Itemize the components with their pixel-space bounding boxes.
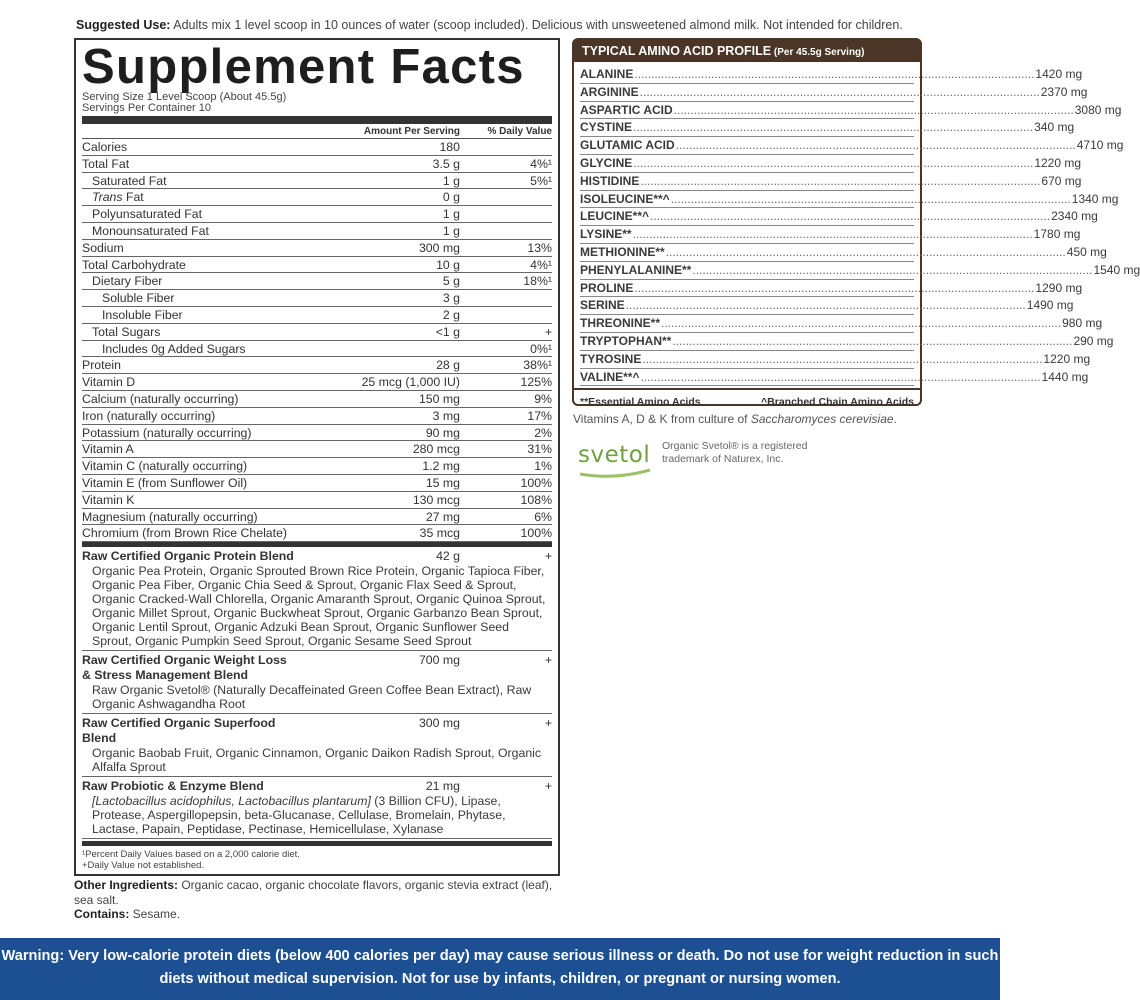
amino-acid-row xyxy=(580,155,1082,173)
amino-acid-row xyxy=(580,333,1114,351)
amino-acid-panel xyxy=(572,38,1140,409)
blend-daily-value: + xyxy=(544,779,552,794)
blend-ingredients-text: (3 Billion CFU), Lipase, Protease, Aspergillopepsin, beta-Glucanase, Cellulase, Bromelain, Phytase, Lactase, Papain, Peptidase, Pectinase, Hemicellulase, Xylanase xyxy=(92,794,506,837)
daily-value-header: % Daily Value xyxy=(487,126,552,137)
suggested-use-text xyxy=(76,18,976,32)
amino-acid-name: CYSTINE xyxy=(580,120,633,135)
blend-table xyxy=(82,547,552,839)
nutrient-daily-value: 125% xyxy=(520,375,552,390)
amino-acid-value: 1220 mg xyxy=(1034,155,1082,170)
amino-acid-name: TRYPTOPHAN** xyxy=(580,333,672,348)
blend-header-row xyxy=(82,547,552,564)
amino-acid-value: 3080 mg xyxy=(1074,102,1122,117)
amino-acid-name: LYSINE** xyxy=(580,227,632,242)
nutrient-name-text: Saturated Fat xyxy=(92,173,167,188)
amount-per-serving-header: Amount Per Serving xyxy=(363,126,460,137)
amino-acid-name: TYROSINE xyxy=(580,351,642,366)
amino-acid-value: 1290 mg xyxy=(1035,280,1083,295)
nutrient-row xyxy=(82,206,552,223)
amino-acid-row xyxy=(580,137,1124,155)
nutrient-daily-value: 0%¹ xyxy=(530,341,552,356)
nutrient-name-text: Vitamin C (naturally occurring) xyxy=(82,459,248,474)
other-ingredients-line xyxy=(74,878,554,907)
nutrient-amount: 3 g xyxy=(442,291,460,306)
amino-acid-value: 1440 mg xyxy=(1041,369,1089,384)
warning-banner xyxy=(0,938,1000,1000)
nutrient-row xyxy=(82,425,552,442)
nutrient-amount: 300 mg xyxy=(418,240,460,255)
blend-ingredients-text: Organic Pea Protein, Organic Sprouted Brown Rice Protein, Organic Tapioca Fiber, Organic Pea Fiber, Organic Chia Seed & Sprout, Organic Flax Seed & Sprout, Organic Cracked-Wall Chlorella, Organic Amaranth Sprout, Organic Quinoa Sprout, Organic Millet Sprout, Organic Buckwheat Sprout, Organic Garbanzo Bean Sprout, Organic Lentil Sprout, Organic Adzuki Bean Sprout, Organic Sunflower Seed Sprout, Organic Pumpkin Seed Sprout, Organic Sesame Seed Sprout xyxy=(92,564,546,649)
nutrient-row xyxy=(82,156,552,173)
svetol-logo: svetol xyxy=(578,442,651,468)
facts-column-header xyxy=(82,124,552,139)
nutrient-name xyxy=(82,307,335,323)
amino-acid-row xyxy=(580,351,1091,369)
blend-header-row xyxy=(82,651,552,683)
amino-acid-row xyxy=(580,280,1083,298)
nutrient-row xyxy=(82,341,552,358)
nutrient-name-text: Protein xyxy=(82,358,121,373)
amino-acid-name: SERINE xyxy=(580,298,625,313)
nutrient-amount: 1 g xyxy=(442,173,460,188)
leader-dots: ........................................................................................................................ xyxy=(634,67,1035,81)
nutrient-daily-value: 100% xyxy=(520,526,552,541)
nutrient-row xyxy=(82,441,552,458)
leader-dots: ........................................................................................................................ xyxy=(673,102,1074,117)
nutrient-daily-value: + xyxy=(544,324,552,339)
nutrient-amount xyxy=(335,341,460,357)
supplement-facts-panel xyxy=(74,38,560,876)
nutrient-daily-value: 1% xyxy=(534,459,552,474)
nutrient-name xyxy=(82,391,335,407)
nutrient-amount: 1.2 mg xyxy=(422,459,460,474)
contains-label: Contains: xyxy=(74,907,130,921)
nutrient-name-text: Trans xyxy=(92,190,123,205)
amino-acid-value: 1540 mg xyxy=(1093,262,1140,277)
leader-dots: ........................................................................................................................ xyxy=(670,191,1071,206)
bcaa-legend: ^Branched Chain Amino Acids xyxy=(761,396,914,409)
blend-header-row xyxy=(82,714,552,746)
nutrient-name-text: Total Carbohydrate xyxy=(82,257,186,272)
amino-acid-row xyxy=(580,191,1119,209)
nutrient-amount: 3.5 g xyxy=(432,156,460,171)
amino-acid-list xyxy=(574,62,1140,386)
nutrient-name-text: Iron (naturally occurring) xyxy=(82,408,216,423)
nutrient-name-text: Calcium (naturally occurring) xyxy=(82,391,239,406)
nutrient-daily-value: 13% xyxy=(527,240,552,255)
nutrient-amount: 1 g xyxy=(442,223,460,238)
amino-acid-name: ISOLEUCINE**^ xyxy=(580,191,670,206)
nutrient-amount: 90 mg xyxy=(425,425,460,440)
blend-name: Raw Probiotic & Enzyme Blend xyxy=(82,779,264,794)
amino-acid-name: ALANINE xyxy=(580,67,634,81)
nutrient-daily-value: 5%¹ xyxy=(530,173,552,188)
blend-ingredients-text: Raw Organic Svetol® (Naturally Decaffeinated Green Coffee Bean Extract), Raw Organic Ashwagandha Root xyxy=(92,683,532,712)
vitamin-culture-note xyxy=(573,412,897,426)
nutrient-name-text: Total Sugars xyxy=(92,324,161,339)
vitamin-note-end: . xyxy=(893,412,897,426)
nutrient-row xyxy=(82,223,552,240)
nutrient-name xyxy=(82,139,335,155)
nutrient-daily-value: 100% xyxy=(520,475,552,490)
nutrient-amount: 25 mcg (1,000 IU) xyxy=(361,375,460,390)
amino-acid-name: LEUCINE**^ xyxy=(580,209,650,224)
amino-acid-row xyxy=(580,173,1082,191)
nutrient-name xyxy=(82,223,335,239)
amino-acid-value: 2370 mg xyxy=(1040,84,1088,99)
other-ingredients-text: Organic cacao, organic chocolate flavors, organic stevia extract (leaf), sea salt. xyxy=(74,878,553,907)
amino-acid-value: 450 mg xyxy=(1066,244,1107,259)
amino-acid-name: THREONINE** xyxy=(580,316,661,331)
nutrient-daily-value: 38%¹ xyxy=(523,358,552,373)
vitamin-note-italic: Saccharomyces cerevisiae xyxy=(750,412,894,426)
nutrient-name-text: Calories xyxy=(82,140,128,154)
nutrient-name xyxy=(82,156,335,172)
blend-header-row xyxy=(82,777,552,794)
other-ingredients xyxy=(74,878,554,922)
svetol-trademark-text: Organic Svetol® is a registered trademark of Naturex, Inc. xyxy=(662,440,808,465)
amino-acid-name: PHENYLALANINE** xyxy=(580,262,692,277)
suggested-use-label: Suggested Use: xyxy=(76,18,171,32)
amino-acid-row xyxy=(580,369,1089,387)
amino-acid-name: HISTIDINE xyxy=(580,173,640,188)
nutrient-amount: 3 mg xyxy=(432,408,460,423)
leader-dots: ........................................................................................................................ xyxy=(650,209,1051,224)
leader-dots: ........................................................................................................................ xyxy=(672,333,1073,348)
nutrient-amount: 2 g xyxy=(442,307,460,322)
nutrient-row xyxy=(82,408,552,425)
amino-acid-name: PROLINE xyxy=(580,280,634,295)
nutrient-daily-value: 2% xyxy=(534,425,552,440)
contains-line xyxy=(74,907,554,922)
nutrient-daily-value: 9% xyxy=(534,391,552,406)
nutrient-name xyxy=(82,357,335,373)
nutrient-amount: <1 g xyxy=(435,324,460,339)
amino-acid-row xyxy=(580,119,1075,137)
leader-dots: ........................................................................................................................ xyxy=(692,262,1093,277)
blend-ingredients-text: Organic Baobab Fruit, Organic Cinnamon, Organic Daikon Radish Sprout, Organic Alfalfa Sprout xyxy=(92,746,542,775)
leader-dots: ........................................................................................................................ xyxy=(675,138,1076,153)
nutrient-name xyxy=(82,273,335,289)
nutrient-name-text: Vitamin K xyxy=(82,492,135,507)
nutrient-name xyxy=(82,525,335,541)
nutrient-row xyxy=(82,257,552,274)
nutrient-amount: 10 g xyxy=(436,257,460,272)
nutrient-name-text: Vitamin E (from Sunflower Oil) xyxy=(82,475,248,490)
nutrient-name-suffix: Fat xyxy=(122,190,144,205)
vitamin-note-text: Vitamins A, D & K from culture of xyxy=(573,412,751,426)
nutrient-daily-value xyxy=(460,139,552,155)
suggested-use-body: Adults mix 1 level scoop in 10 ounces of water (scoop included). Delicious with unsweetened almond milk. Not intended for children. xyxy=(170,18,903,32)
nutrient-row xyxy=(82,307,552,324)
svetol-trademark xyxy=(578,438,878,482)
nutrient-name-text: Magnesium (naturally occurring) xyxy=(82,509,258,524)
amino-acid-value: 340 mg xyxy=(1034,120,1075,135)
nutrient-daily-value xyxy=(460,223,552,239)
leader-dots: ........................................................................................................................ xyxy=(625,298,1026,313)
footnote-daily-values: ¹Percent Daily Values based on a 2,000 calorie diet. xyxy=(82,849,300,861)
nutrient-name-text: Monounsaturated Fat xyxy=(92,223,209,238)
warning-text: Very low-calorie protein diets (below 400 calories per day) may cause serious illness or death. Do not use for weight reduction in such diets without medical supervision. Not for use by infants, children, or pregnant or nursing women. xyxy=(64,948,999,987)
nutrient-row xyxy=(82,357,552,374)
amino-acid-value: 290 mg xyxy=(1073,333,1114,348)
nutrient-row xyxy=(82,240,552,257)
nutrient-name-text: Chromium (from Brown Rice Chelate) xyxy=(82,526,288,541)
nutrient-name xyxy=(82,189,335,205)
amino-acid-value: 1490 mg xyxy=(1026,298,1074,313)
nutrient-daily-value: 6% xyxy=(534,509,552,524)
nutrient-amount: 28 g xyxy=(436,358,460,373)
leader-dots: ........................................................................................................................ xyxy=(639,84,1040,99)
amino-acid-value: 1340 mg xyxy=(1071,191,1119,206)
other-ingredients-label: Other Ingredients: xyxy=(74,878,179,892)
nutrient-row xyxy=(82,139,552,156)
amino-acid-row xyxy=(580,297,1074,315)
leader-dots: ........................................................................................................................ xyxy=(642,351,1043,366)
nutrient-daily-value xyxy=(460,307,552,323)
blend-name: Raw Certified Organic Weight Loss & Stress Management Blend xyxy=(82,653,287,683)
nutrient-row xyxy=(82,492,552,509)
nutrient-name-text: Insoluble Fiber xyxy=(102,307,183,322)
blend-ingredients xyxy=(82,564,552,651)
nutrient-amount: 180 xyxy=(439,140,460,154)
nutrient-name xyxy=(82,257,335,273)
footnote-not-established: +Daily Value not established. xyxy=(82,860,205,872)
nutrient-amount: 27 mg xyxy=(425,509,460,524)
blend-ingredients xyxy=(82,794,552,839)
nutrient-row xyxy=(82,475,552,492)
nutrient-name xyxy=(82,408,335,424)
amino-acid-name: METHIONINE** xyxy=(580,244,665,259)
amino-acid-value: 1220 mg xyxy=(1043,351,1091,366)
amino-acid-value: 670 mg xyxy=(1041,173,1082,188)
nutrient-row xyxy=(82,509,552,526)
nutrient-name xyxy=(82,492,335,508)
nutrient-name xyxy=(82,425,335,441)
nutrient-row xyxy=(82,391,552,408)
amino-acid-row xyxy=(580,102,1122,120)
nutrient-amount: 5 g xyxy=(442,274,460,289)
nutrient-name xyxy=(82,324,335,340)
nutrient-amount: 1 g xyxy=(442,207,460,222)
nutrient-name-text: Soluble Fiber xyxy=(102,291,175,306)
amino-acid-row xyxy=(580,315,1103,333)
nutrient-name xyxy=(82,509,335,525)
facts-footnotes xyxy=(82,846,552,871)
nutrient-name xyxy=(82,341,335,357)
blend-daily-value: + xyxy=(544,549,552,564)
nutrient-daily-value: 4%¹ xyxy=(530,156,552,171)
amino-acid-row xyxy=(580,66,1083,84)
nutrient-row xyxy=(82,324,552,341)
nutrient-name-text: Vitamin D xyxy=(82,375,136,390)
nutrient-name-text: Potassium (naturally occurring) xyxy=(82,425,252,440)
amino-acid-value: 980 mg xyxy=(1062,316,1103,331)
nutrient-daily-value xyxy=(460,189,552,205)
amino-acid-value: 1420 mg xyxy=(1035,67,1083,81)
blend-amount: 42 g xyxy=(436,549,460,564)
blend-amount: 21 mg xyxy=(425,779,460,794)
nutrient-name-text: Vitamin A xyxy=(82,442,134,457)
leader-dots: ........................................................................................................................ xyxy=(665,244,1066,259)
nutrient-row xyxy=(82,458,552,475)
supplement-facts-title: Supplement Facts xyxy=(82,40,525,94)
leader-dots: ........................................................................................................................ xyxy=(640,369,1041,384)
leader-dots: ........................................................................................................................ xyxy=(634,280,1035,295)
nutrient-daily-value xyxy=(460,290,552,306)
amino-acid-name: GLYCINE xyxy=(580,155,633,170)
nutrient-row xyxy=(82,374,552,391)
amino-acid-row xyxy=(580,226,1081,244)
blend-name: Raw Certified Organic Protein Blend xyxy=(82,549,294,564)
nutrient-daily-value: 17% xyxy=(527,408,552,423)
contains-text: Sesame. xyxy=(129,907,181,921)
nutrient-row xyxy=(82,273,552,290)
nutrient-row xyxy=(82,173,552,190)
leader-dots: ........................................................................................................................ xyxy=(632,227,1033,242)
amino-acid-value: 4710 mg xyxy=(1076,138,1124,153)
nutrient-amount: 130 mcg xyxy=(412,492,460,507)
nutrient-name xyxy=(82,458,335,474)
nutrient-name-text: Includes 0g Added Sugars xyxy=(102,341,246,356)
nutrient-row xyxy=(82,525,552,542)
nutrient-table xyxy=(82,139,552,542)
nutrient-name-text: Dietary Fiber xyxy=(92,274,163,289)
amino-acid-name: VALINE**^ xyxy=(580,369,640,384)
nutrient-daily-value: 31% xyxy=(527,442,552,457)
nutrient-name xyxy=(82,240,335,256)
serving-size: Serving Size 1 Level Scoop (About 45.5g) xyxy=(82,91,287,103)
blend-ingredients xyxy=(82,746,552,777)
warning-label: Warning: xyxy=(1,948,65,964)
nutrient-name xyxy=(82,374,335,390)
amino-acid-name: ASPARTIC ACID xyxy=(580,102,673,117)
amino-acid-value: 1780 mg xyxy=(1033,227,1081,242)
nutrient-name-text: Sodium xyxy=(82,240,124,255)
amino-acid-title: TYPICAL AMINO ACID PROFILE xyxy=(582,44,772,58)
nutrient-daily-value xyxy=(460,206,552,222)
amino-acid-name: ARGININE xyxy=(580,84,639,99)
nutrient-amount: 0 g xyxy=(442,190,460,205)
blend-amount: 300 mg xyxy=(418,716,460,731)
leader-dots: ........................................................................................................................ xyxy=(633,120,1034,135)
servings-per-container: Servings Per Container 10 xyxy=(82,102,212,114)
nutrient-amount: 15 mg xyxy=(425,475,460,490)
thick-divider xyxy=(82,116,552,124)
nutrient-row xyxy=(82,290,552,307)
svetol-swoosh-icon xyxy=(578,468,652,478)
nutrient-name xyxy=(82,206,335,222)
nutrient-name-text: Polyunsaturated Fat xyxy=(92,207,203,222)
nutrient-daily-value: 4%¹ xyxy=(530,257,552,272)
amino-acid-header xyxy=(574,40,920,62)
blend-ingredients-italic: [Lactobacillus acidophilus, Lactobacillus plantarum] xyxy=(92,794,371,809)
amino-acid-title-note: (Per 45.5g Serving) xyxy=(771,47,865,58)
nutrient-amount: 35 mcg xyxy=(419,526,460,541)
nutrient-name xyxy=(82,173,335,189)
amino-acid-value: 2340 mg xyxy=(1051,209,1098,224)
amino-acid-row xyxy=(580,208,1098,226)
nutrient-amount: 280 mcg xyxy=(412,442,460,457)
amino-acid-row xyxy=(580,262,1140,280)
leader-dots: ........................................................................................................................ xyxy=(640,173,1041,188)
amino-acid-row xyxy=(580,244,1107,262)
blend-amount: 700 mg xyxy=(418,653,460,668)
nutrient-row xyxy=(82,189,552,206)
leader-dots: ........................................................................................................................ xyxy=(661,316,1062,331)
amino-acid-legend xyxy=(574,388,920,408)
blend-name: Raw Certified Organic Superfood Blend xyxy=(82,716,276,746)
blend-daily-value: + xyxy=(544,716,552,731)
nutrient-name xyxy=(82,441,335,457)
amino-acid-row xyxy=(580,84,1088,102)
nutrient-daily-value: 108% xyxy=(520,492,552,507)
nutrient-name xyxy=(82,475,335,491)
blend-ingredients xyxy=(82,683,552,714)
nutrient-name-text: Total Fat xyxy=(82,156,130,171)
nutrient-amount: 150 mg xyxy=(418,391,460,406)
nutrient-daily-value: 18%¹ xyxy=(523,274,552,289)
nutrient-name xyxy=(82,290,335,306)
leader-dots: ........................................................................................................................ xyxy=(633,155,1034,170)
essential-legend: **Essential Amino Acids xyxy=(580,396,701,409)
blend-daily-value: + xyxy=(544,653,552,668)
amino-acid-name: GLUTAMIC ACID xyxy=(580,138,675,153)
